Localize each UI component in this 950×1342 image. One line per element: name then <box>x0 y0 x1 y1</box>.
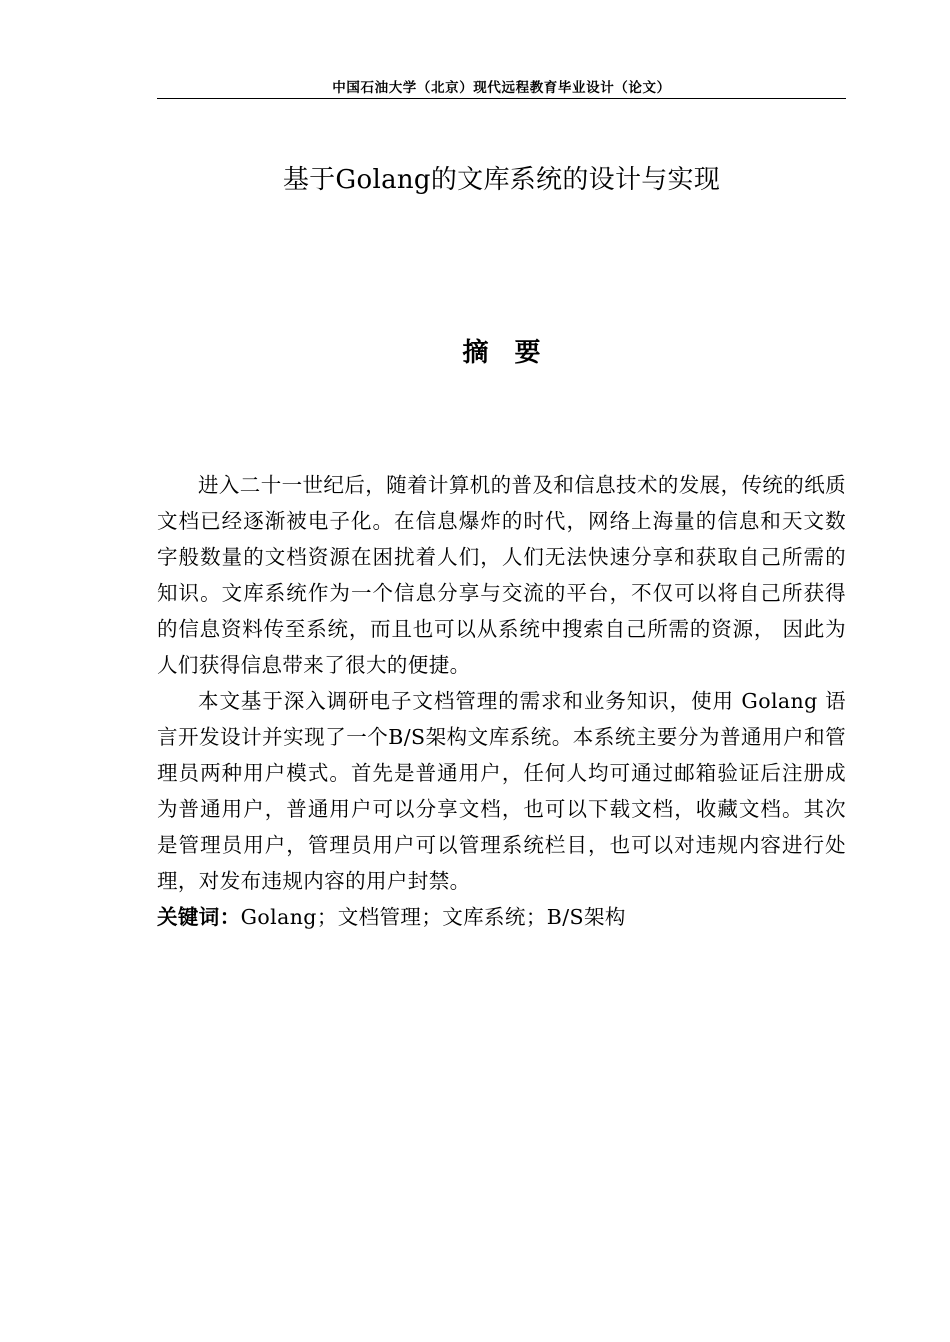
document-title: 基于Golang的文库系统的设计与实现 <box>282 165 721 195</box>
abstract-heading: 摘要 <box>462 338 567 368</box>
keywords-text: Golang；文档管理；文库系统；B/S架构 <box>240 905 626 929</box>
abstract-body <box>157 467 846 935</box>
running-header: 中国石油大学（北京）现代远程教育毕业设计（论文） <box>332 80 671 96</box>
keywords-line <box>157 899 846 935</box>
header-rule <box>157 98 846 99</box>
keywords-label: 关键词： <box>157 905 241 929</box>
abstract-paragraph-2: 本文基于深入调研电子文档管理的需求和业务知识，使用 Golang 语言开发设计并实现了一个B/S架构文库系统。本系统主要分为普通用户和管理员两种用户模式。首先是普通用户，任何人均可通过邮箱验证后注册成为普通用户，普通用户可以分享文档，也可以下载文档，收藏文档。其次是管理员用户，管理员用户可以管理系统栏目，也可以对违规内容进行处理，对发布违规内容的用户封禁。 <box>157 689 846 893</box>
abstract-paragraph-1: 进入二十一世纪后，随着计算机的普及和信息技术的发展，传统的纸质文档已经逐渐被电子化。在信息爆炸的时代，网络上海量的信息和天文数字般数量的文档资源在困扰着人们，人们无法快速分享和获取自己所需的知识。文库系统作为一个信息分享与交流的平台，不仅可以将自己所获得的信息资料传至系统，而且也可以从系统中搜索自己所需的资源， 因此为人们获得信息带来了很大的便捷。 <box>157 473 846 677</box>
